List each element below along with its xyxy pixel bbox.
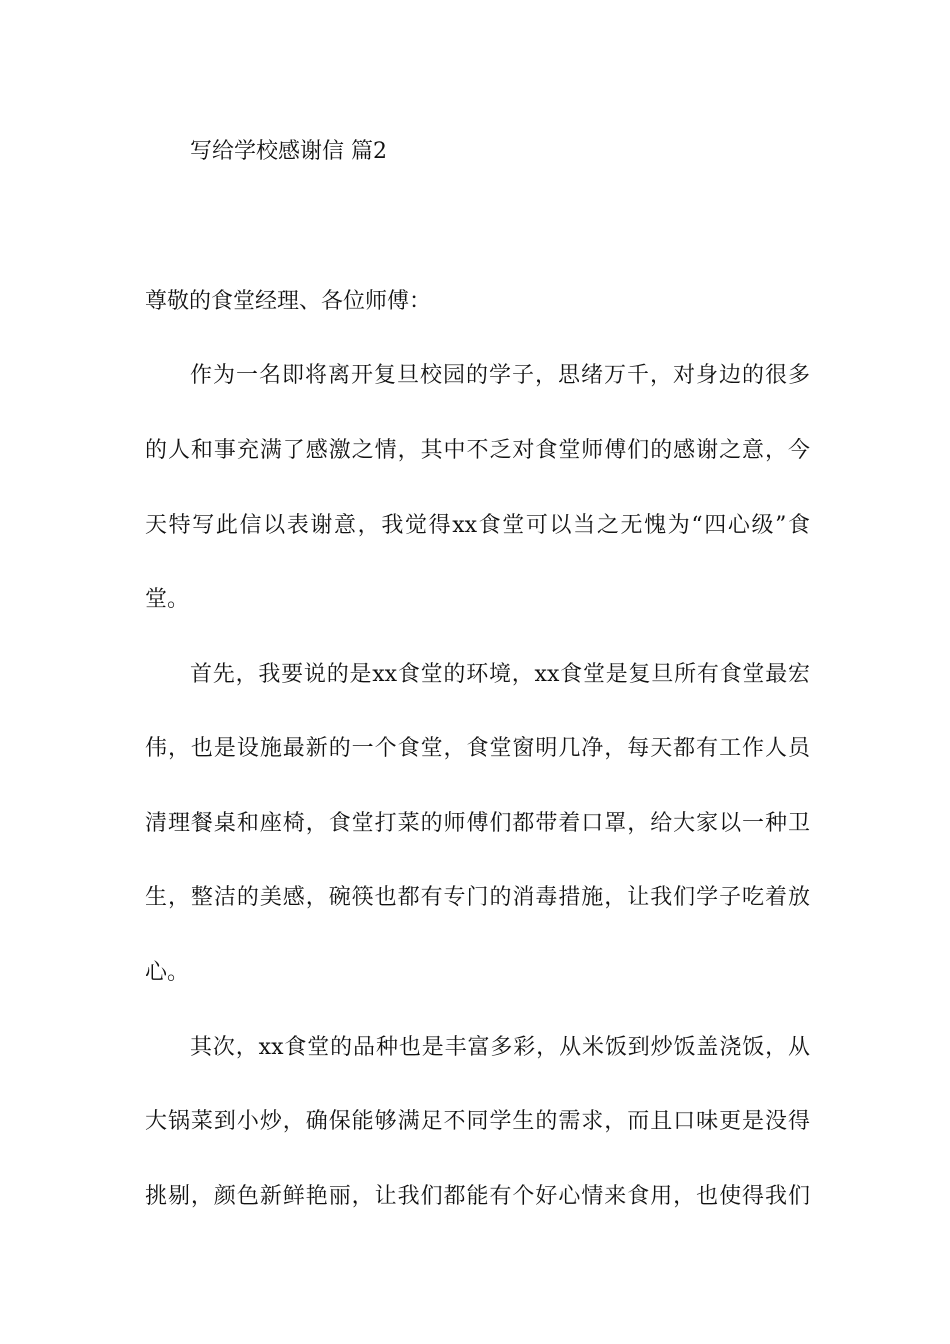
- paragraph-line: 其次，xx食堂的品种也是丰富多彩，从米饭到炒饭盖浇饭，从: [190, 1035, 810, 1060]
- paragraph-line: 清理餐桌和座椅，食堂打菜的师傅们都带着口罩，给大家以一种卫: [145, 811, 810, 836]
- paragraph-line: 首先，我要说的是xx食堂的环境，xx食堂是复旦所有食堂最宏: [190, 662, 810, 687]
- paragraph-line: 作为一名即将离开复旦校园的学子，思绪万千，对身边的很多: [190, 363, 810, 388]
- paragraph-line: 大锅菜到小炒，确保能够满足不同学生的需求，而且口味更是没得: [145, 1109, 810, 1134]
- paragraph-line: 伟，也是设施最新的一个食堂，食堂窗明几净，每天都有工作人员: [145, 736, 810, 761]
- paragraph-line: 挑剔，颜色新鲜艳丽，让我们都能有个好心情来食用，也使得我们: [145, 1184, 810, 1209]
- paragraph-line: 天特写此信以表谢意，我觉得xx食堂可以当之无愧为“四心级”食: [145, 513, 810, 538]
- paragraph-line: 生，整洁的美感，碗筷也都有专门的消毒措施，让我们学子吃着放: [145, 885, 810, 910]
- salutation: 尊敬的食堂经理、各位师傅：: [145, 289, 432, 314]
- paragraph-line: 的人和事充满了感激之情，其中不乏对食堂师傅们的感谢之意，今: [145, 438, 810, 463]
- document-title: 写给学校感谢信 篇2: [190, 139, 387, 164]
- paragraph-line: 堂。: [145, 587, 190, 612]
- paragraph-line: 心。: [145, 960, 190, 985]
